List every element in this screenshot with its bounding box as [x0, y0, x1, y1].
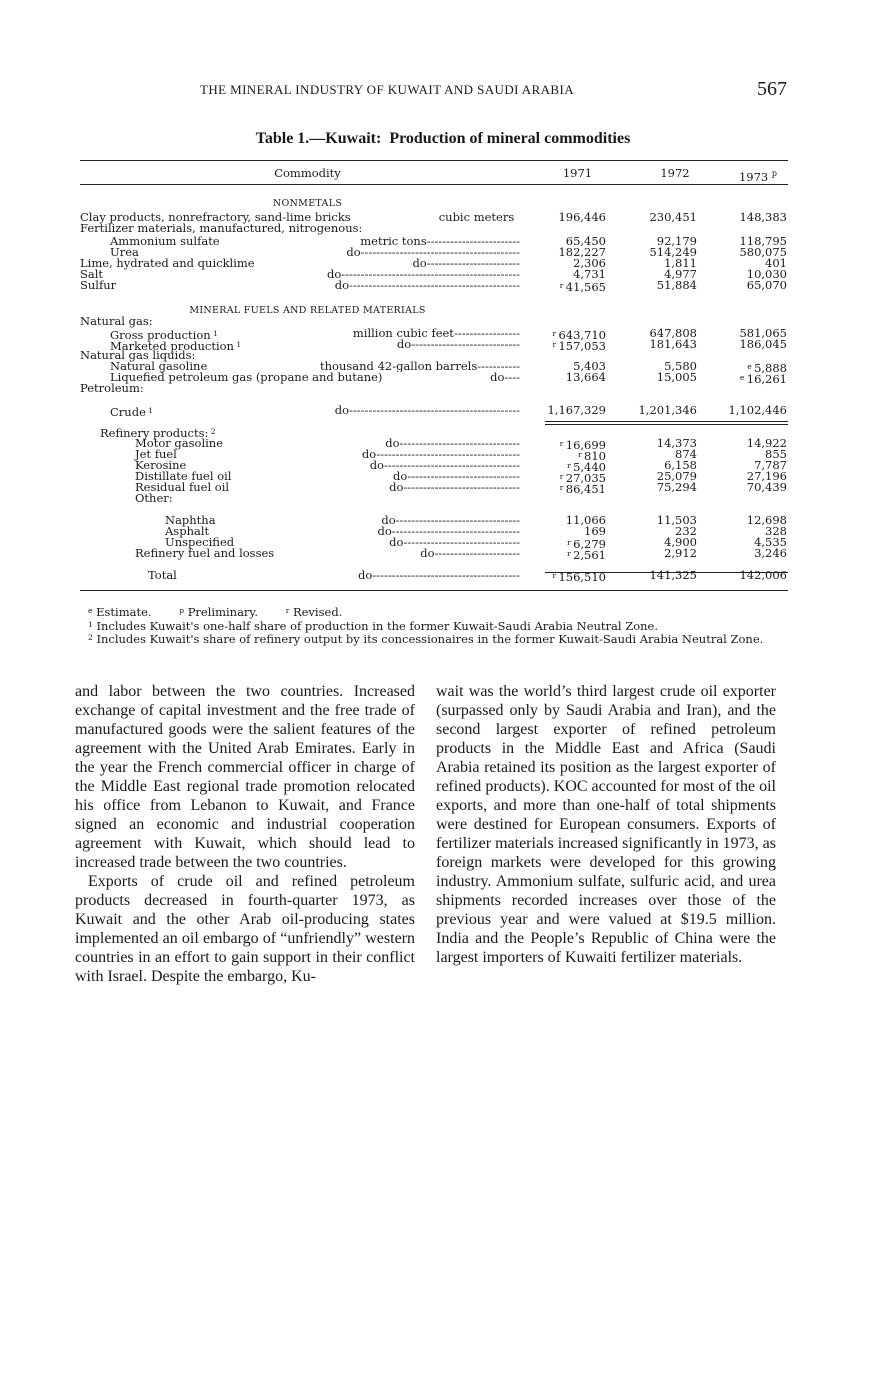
value-1972: 4,900 — [664, 535, 697, 549]
value-1972: 874 — [675, 447, 697, 461]
value-1971: 5,403 — [573, 359, 606, 373]
value-1972: 514,249 — [649, 245, 697, 259]
revised-mark: r — [567, 461, 574, 470]
value-1973: 10,030 — [746, 267, 787, 281]
row-label: Unspecified — [165, 535, 235, 549]
value-1971: 169 — [584, 524, 606, 538]
table-row — [80, 278, 788, 294]
footnote-mark: 1 — [145, 406, 154, 415]
row-label: Lime, hydrated and quicklime — [80, 256, 255, 270]
column-header-commodity: Commodity — [274, 166, 341, 180]
value-1973: 186,045 — [739, 337, 787, 351]
value-1972: 92,179 — [656, 234, 697, 248]
table-row — [80, 493, 788, 504]
section-heading-fuels: MINERAL FUELS AND RELATED MATERIALS — [189, 305, 426, 316]
value-1971: $^r$ 41,565 — [559, 280, 606, 294]
table-bottom-rule — [80, 590, 788, 591]
value-1971: 13,664 — [565, 370, 606, 384]
table-title-number: Table 1.—Kuwait: — [255, 130, 382, 147]
table-title-text: Production of mineral commodities — [389, 130, 631, 147]
value-1972: 1,201,346 — [638, 403, 697, 417]
value-1971: $^r$ 5,440 — [567, 460, 606, 474]
value-1972: 1,811 — [664, 256, 697, 270]
table-top-rule — [80, 160, 788, 161]
value-1972: 647,808 — [649, 326, 697, 340]
total-rule — [545, 572, 788, 573]
value-1972: 6,158 — [664, 458, 697, 472]
paragraph: wait was the world’s third largest crude oil exporter (surpassed only by Saudi Arabia and Iran), and the second largest exporter of refined petroleum products in the Middle East and Africa (Saudi Arabia retained its position as the largest exporter of refined products). KOC accounted for most of the oil exports, and more than one-half of total shipments were destined for European consumers. Exports of fertilizer materials increased significantly in 1973, as foreign markets were developed for this growing industry. Ammonium sulfate, sulfuric acid, and urea shipments recorded increases over those of the previous year and were valued at $19.5 million. India and the People’s Republic of China were the largest importers of Kuwaiti fertilizer materials. — [436, 683, 776, 966]
footnote-1: $^1$ Includes Kuwait's one-half share of production in the former Kuwait-Saudi Arabia Neutral Zone. — [88, 618, 659, 633]
value-1973: 70,439 — [746, 480, 787, 494]
row-label: Kerosine — [135, 458, 187, 472]
value-1973: 7,787 — [754, 458, 787, 472]
value-1972: 51,884 — [656, 278, 697, 292]
paragraph: and labor between the two countries. Increased exchange of capital investment and the free trade of manufactured goods were the salient features of the agreement with the United Arab Emirates. Early in the year the French commercial officer in charge of the Middle East regional trade promotion relocated his office from Lebanon to Kuwait, and France signed an economic and industrial cooperation agreement with Kuwait, which should lead to increased trade between the two countries. — [75, 683, 415, 871]
row-unit: ----------------------do____ — [397, 548, 520, 559]
row-unit: -----------------------------------------do____ — [323, 247, 520, 258]
revised-mark: r — [552, 329, 559, 338]
value-1971: $^r$ 2,561 — [567, 548, 606, 562]
row-label: Total — [148, 568, 177, 582]
row-label: Clay products, nonrefractory, sand-lime bricks — [80, 210, 351, 224]
row-unit: ----------------------------do____ — [373, 339, 520, 350]
row-label: Salt — [80, 267, 104, 281]
value-1971: 65,450 — [565, 234, 606, 248]
value-1971: 4,731 — [573, 267, 606, 281]
row-unit: -------------------------------do____ — [362, 438, 520, 449]
running-title: THE MINERAL INDUSTRY OF KUWAIT AND SAUDI ARABIA — [200, 82, 575, 97]
value-1972: 4,977 — [664, 267, 697, 281]
row-unit: ------------------------metric tons__ — [348, 236, 520, 247]
row-unit: --------------------------------------------do____ — [311, 280, 520, 291]
page-number: 567 — [757, 78, 787, 100]
row-label: Asphalt — [165, 524, 210, 538]
row-label: Distillate fuel oil — [135, 469, 232, 483]
row-unit: -------------------------------------do____ — [338, 449, 520, 460]
column-header-1971: 1971 — [562, 166, 593, 180]
row-label: Refinery fuel and losses — [135, 546, 275, 560]
row-unit: _cubic meters__ — [427, 212, 520, 223]
revised-mark: r — [559, 281, 566, 290]
revised-mark: r — [559, 472, 566, 481]
revised-mark: r — [559, 439, 566, 448]
value-1972: 2,912 — [664, 546, 697, 560]
row-unit: -----------------------------------do____ — [346, 460, 520, 471]
value-1972: 141,325 — [649, 568, 697, 582]
row-label: Ammonium sulfate — [110, 234, 220, 248]
column-header-1973: 1973 $^p$ — [738, 169, 778, 184]
value-1971: $^r$ 27,035 — [559, 471, 606, 485]
row-unit: ----do____ — [467, 372, 520, 383]
revised-mark: r — [567, 549, 574, 558]
table-footnotes — [76, 605, 788, 646]
value-1971: $^r$ 156,510 — [552, 570, 606, 584]
value-1973: 148,383 — [739, 210, 787, 224]
value-1973: 1,102,446 — [728, 403, 787, 417]
footnote-mark: 2 — [208, 427, 216, 436]
row-label: Gross production $^1$ — [110, 328, 218, 342]
body-column-left — [75, 682, 415, 986]
table-row — [80, 403, 788, 419]
estimate-mark: e — [739, 373, 747, 382]
revised-mark: r — [567, 538, 574, 547]
value-1973: 855 — [765, 447, 787, 461]
crude-rule-2 — [545, 424, 788, 425]
preliminary-mark: p — [771, 169, 778, 178]
row-label: Sulfur — [80, 278, 117, 292]
estimate-mark: e — [747, 362, 755, 371]
row-label: Natural gasoline — [110, 359, 208, 373]
footnote-revised: $^r$ Revised. — [285, 605, 343, 619]
revised-mark: r — [578, 450, 585, 459]
revised-mark: r — [552, 571, 559, 580]
row-label: Natural gas: — [80, 314, 153, 328]
value-1971: $^r$ 157,053 — [552, 339, 606, 353]
footnote-mark: 1 — [233, 340, 242, 349]
value-1973: 65,070 — [746, 278, 787, 292]
value-1971: $^r$ 86,451 — [559, 482, 606, 496]
table-row — [80, 223, 788, 234]
value-1973: 401 — [765, 256, 787, 270]
row-label: Natural gas liquids: — [80, 348, 196, 362]
row-unit: -----------------------------do____ — [370, 471, 520, 482]
table-row — [80, 546, 788, 562]
value-1972: 15,005 — [656, 370, 697, 384]
value-1973: $^e$ 16,261 — [739, 372, 787, 386]
value-1971: 182,227 — [558, 245, 606, 259]
value-1973: 12,698 — [746, 513, 787, 527]
footnote-2: $^2$ Includes Kuwait's share of refinery output by its concessionaires in the former Kuwait-Saudi Arabia Neutral Zone. — [88, 632, 764, 646]
row-unit: ------------------------do____ — [389, 258, 520, 269]
footnote-preliminary: $^p$ Preliminary. — [179, 605, 259, 619]
value-1971: 196,446 — [558, 210, 606, 224]
table-title — [0, 130, 886, 148]
value-1972: 181,643 — [649, 337, 697, 351]
value-1973: $^e$ 5,888 — [747, 361, 787, 375]
value-1972: 14,373 — [656, 436, 697, 450]
row-label: Fertilizer materials, manufactured, nitrogenous: — [80, 221, 363, 235]
value-1973: 4,535 — [754, 535, 787, 549]
row-unit: ----------------------------------------------do____ — [303, 269, 520, 280]
row-label: Refinery products: $^2$ — [100, 426, 216, 440]
footnote-estimate: $^e$ Estimate. — [88, 605, 152, 619]
value-1972: 232 — [675, 524, 697, 538]
row-label: Petroleum: — [80, 381, 144, 395]
row-unit: ------------------------------do____ — [366, 537, 520, 548]
value-1973: 328 — [765, 524, 787, 538]
row-label: Naphtha — [165, 513, 216, 527]
table-row — [80, 370, 788, 386]
value-1971: $^r$ 16,699 — [559, 438, 606, 452]
row-label: Jet fuel — [135, 447, 177, 461]
row-label: Crude $^1$ — [110, 405, 154, 419]
row-label: Other: — [135, 491, 173, 505]
value-1971: $^r$ 643,710 — [552, 328, 606, 342]
crude-rule-1 — [545, 421, 788, 422]
header-bottom-rule — [80, 184, 788, 185]
value-1973: 14,922 — [746, 436, 787, 450]
value-1971: 2,306 — [573, 256, 606, 270]
row-unit: -----------thousand 42-gallon barrels__ — [308, 361, 520, 372]
row-unit: -----------------million cubic feet__ — [341, 328, 520, 339]
value-1973: 27,196 — [746, 469, 787, 483]
row-label: Liquefied petroleum gas (propane and butane) — [110, 370, 383, 384]
row-unit: ---------------------------------do____ — [354, 526, 520, 537]
value-1971: $^r$ 6,279 — [567, 537, 606, 551]
row-unit: ------------------------------do____ — [366, 482, 520, 493]
row-unit: --------------------------------------do____ — [335, 570, 520, 581]
body-column-right — [436, 682, 776, 967]
row-label: Marketed production $^1$ — [110, 339, 242, 353]
value-1972: 75,294 — [656, 480, 697, 494]
value-1973: 581,065 — [739, 326, 787, 340]
value-1971: 1,167,329 — [547, 403, 606, 417]
row-label: Urea — [110, 245, 139, 259]
value-1973: 3,246 — [754, 546, 787, 560]
value-1973: 580,075 — [739, 245, 787, 259]
value-1973: 118,795 — [739, 234, 787, 248]
value-1971: 11,066 — [565, 513, 606, 527]
value-1973: 142,006 — [739, 568, 787, 582]
footnote-mark: 1 — [210, 329, 218, 338]
row-label: Motor gasoline — [135, 436, 224, 450]
section-heading-nonmetals: NONMETALS — [272, 198, 343, 209]
value-1972: 25,079 — [656, 469, 697, 483]
value-1972: 230,451 — [649, 210, 697, 224]
table-row — [80, 383, 788, 394]
revised-mark: r — [552, 340, 559, 349]
revised-mark: r — [559, 483, 566, 492]
column-header-1972: 1972 — [660, 166, 690, 180]
row-unit: --------------------------------------------do____ — [311, 405, 520, 416]
value-1971: $^r$ 810 — [578, 449, 606, 463]
row-unit: --------------------------------do____ — [358, 515, 520, 526]
row-label: Residual fuel oil — [135, 480, 230, 494]
paragraph: Exports of crude oil and refined petroleum products decreased in fourth-quarter 1973, as Kuwait and the other Arab oil-producing states implemented an oil embargo of “unfriendly” western countries in an effort to gain support in their conflict with Israel. Despite the embargo, Ku- — [75, 873, 415, 985]
value-1972: 5,580 — [664, 359, 697, 373]
value-1972: 11,503 — [656, 513, 697, 527]
table-row — [80, 480, 788, 496]
